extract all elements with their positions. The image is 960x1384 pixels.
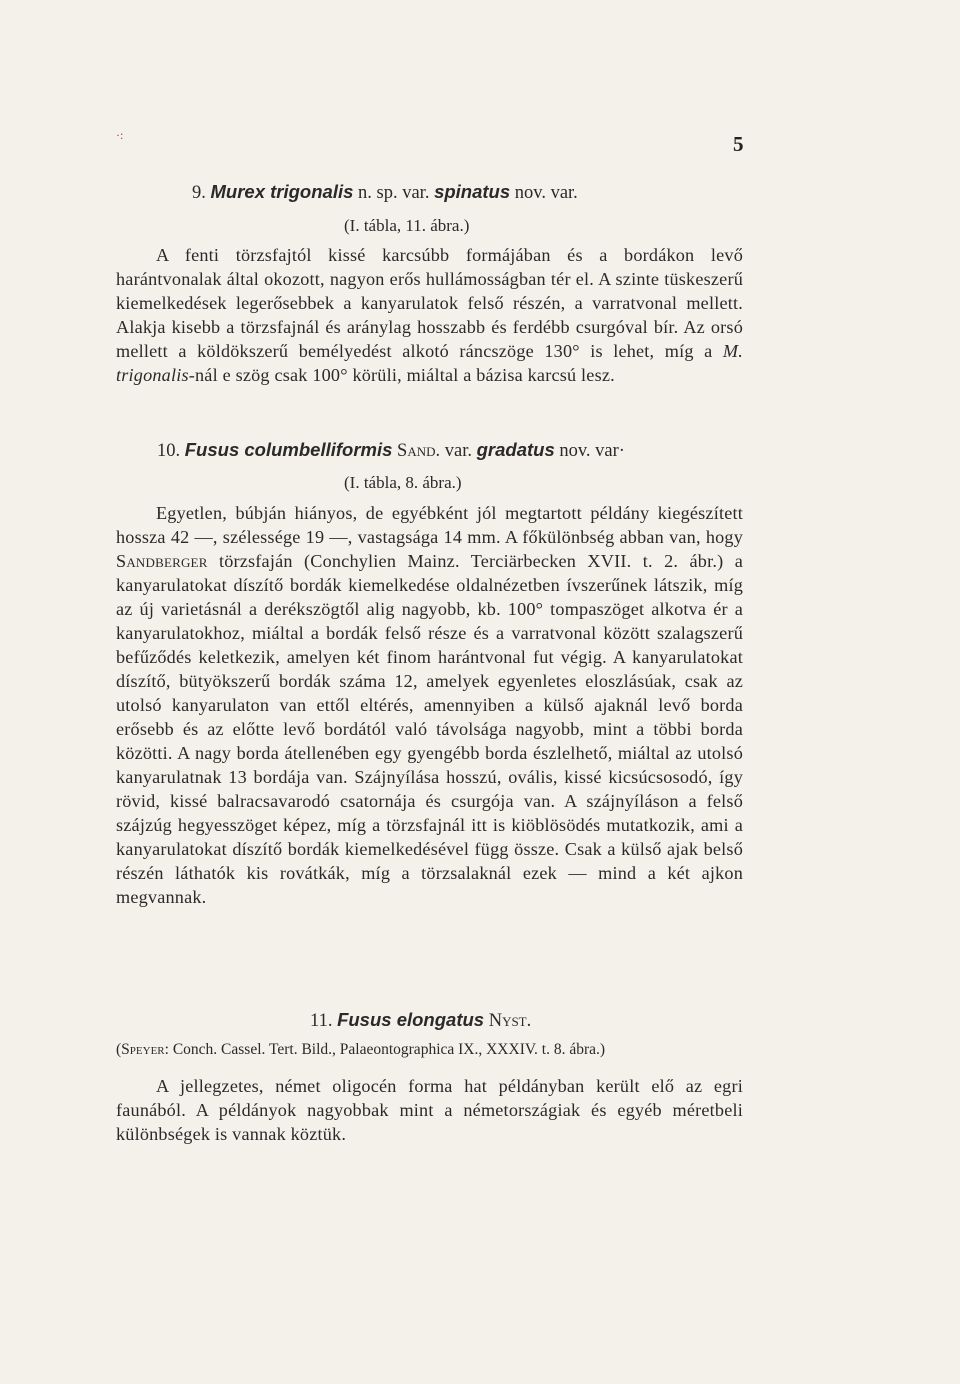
species-name: Fusus columbelliformis (184, 439, 393, 460)
section-11-heading (310, 1008, 531, 1033)
section-9-heading (192, 180, 578, 205)
section-number: 10. (157, 441, 181, 461)
author-name: Sand. (397, 441, 441, 461)
section-10-plate-ref: (I. tábla, 8. ábra.) (344, 473, 462, 492)
section-11-paragraph: A jellegzetes, német oligocén forma hat példányban került elő az egri faunából. A példányok nagyobbak mint a németországiak és egyéb méretbeli különbségek is vannak köztük. (116, 1076, 743, 1144)
section-9-body (116, 243, 743, 387)
ref-author: (Speyer: (116, 1041, 169, 1058)
species-ref: M. trigonalis (116, 341, 744, 385)
section-9-plate-ref: (I. tábla, 11. ábra.) (344, 216, 470, 235)
ref-citation: Conch. Cassel. Tert. Bild., Palaeontographica IX., XXXIV. t. 8. ábra.) (172, 1041, 606, 1058)
section-10-paragraph: Egyetlen, búbján hiányos, de egyébként jól megtartott példány kiegészített hossza 42 —, szélessége 19 —, vastagsága 14 mm. A főkülönbség abban van, hogy Sandberger törzsfaján (Conchylien Mainz. Terciärbecken XVII. t. 2. ábr.) a kanyarulatokat díszítő bordák kiemelkedése oldalnézetben ívszerűnek látszik, míg az új varietásnál a derékszögtől alig nagyobb, kb. 100° tompaszöget alkotva ér a kanyarulatokhoz, miáltal a bordák felső része és a varratvonal között szalagszerű befűződés keletkezik, amelyen két finom harántvonal fut végig. A kanyarulatokat díszítő, bütyökszerű bordák száma 12, amelyek egyenletes eloszlásúak, csak az utolsó kanyarulaton van ettől eltérés, amennyiben a külső ajaknál levő borda erősebb és az előtte levő bordától való távolsága nagyobb, mint a többi borda közötti. A nagy borda átellenében egy gyengébb borda észlelhető, miáltal az utolsó kanyarulatnak 13 bordája van. Szájnyílása hosszú, ovális, kissé kicsúcsosodó, így rövid, kissé balracsavarodó csatornája és csurgója van. A szájnyíláson a felső szájzúg hegyesszöget képez, míg a törzsfajnál itt is kiöblösödés mutatkozik, ami a kanyarulatokat díszítő bordák kiemelkedésével függ össze. Csak a külső ajak belső részén láthatók kis rovátkák, míg a törzsalaknál ezek — mind a két ajkon megvannak. (116, 503, 743, 907)
author-name: Nyst. (488, 1011, 532, 1031)
species-name: Murex trigonalis (210, 181, 354, 202)
taxon-status-end: nov. var· (559, 441, 625, 461)
section-number: 11. (310, 1011, 333, 1031)
edge-mark: ·: (116, 128, 124, 142)
section-11-body (116, 1074, 743, 1146)
taxon-status: var. (444, 441, 472, 461)
variety-name: spinatus (434, 181, 511, 202)
species-name: Fusus elongatus (337, 1009, 485, 1030)
section-11-literature-ref (116, 1040, 605, 1060)
section-10-body (116, 501, 743, 909)
taxon-status: n. sp. var. (358, 183, 430, 203)
section-9-paragraph: A fenti törzsfajtól kissé karcsúbb formájában és a bordákon levő harántvonalak által okozott, nagyon erős hullámosságban tér el. A szinte tüskeszerű kiemelkedések legerősebbek a kanyarulatok felső részén, a varratvonal mellett. Alakja kisebb a törzsfajnál és aránylag hosszabb és ferdébb csurgóval bír. Az orsó mellett a köldökszerű bemélyedést alkotó ráncszöge 130° is lehet, míg a M. trigonalis-nál e szög csak 100° körüli, miáltal a bázisa karcsú lesz. (116, 245, 744, 385)
author-ref: Sandberger (116, 551, 208, 571)
taxon-status-end: nov. var. (514, 183, 578, 203)
page-number: 5 (733, 132, 744, 156)
variety-name: gradatus (476, 439, 555, 460)
section-number: 9. (192, 183, 206, 203)
section-10-heading (157, 438, 625, 463)
